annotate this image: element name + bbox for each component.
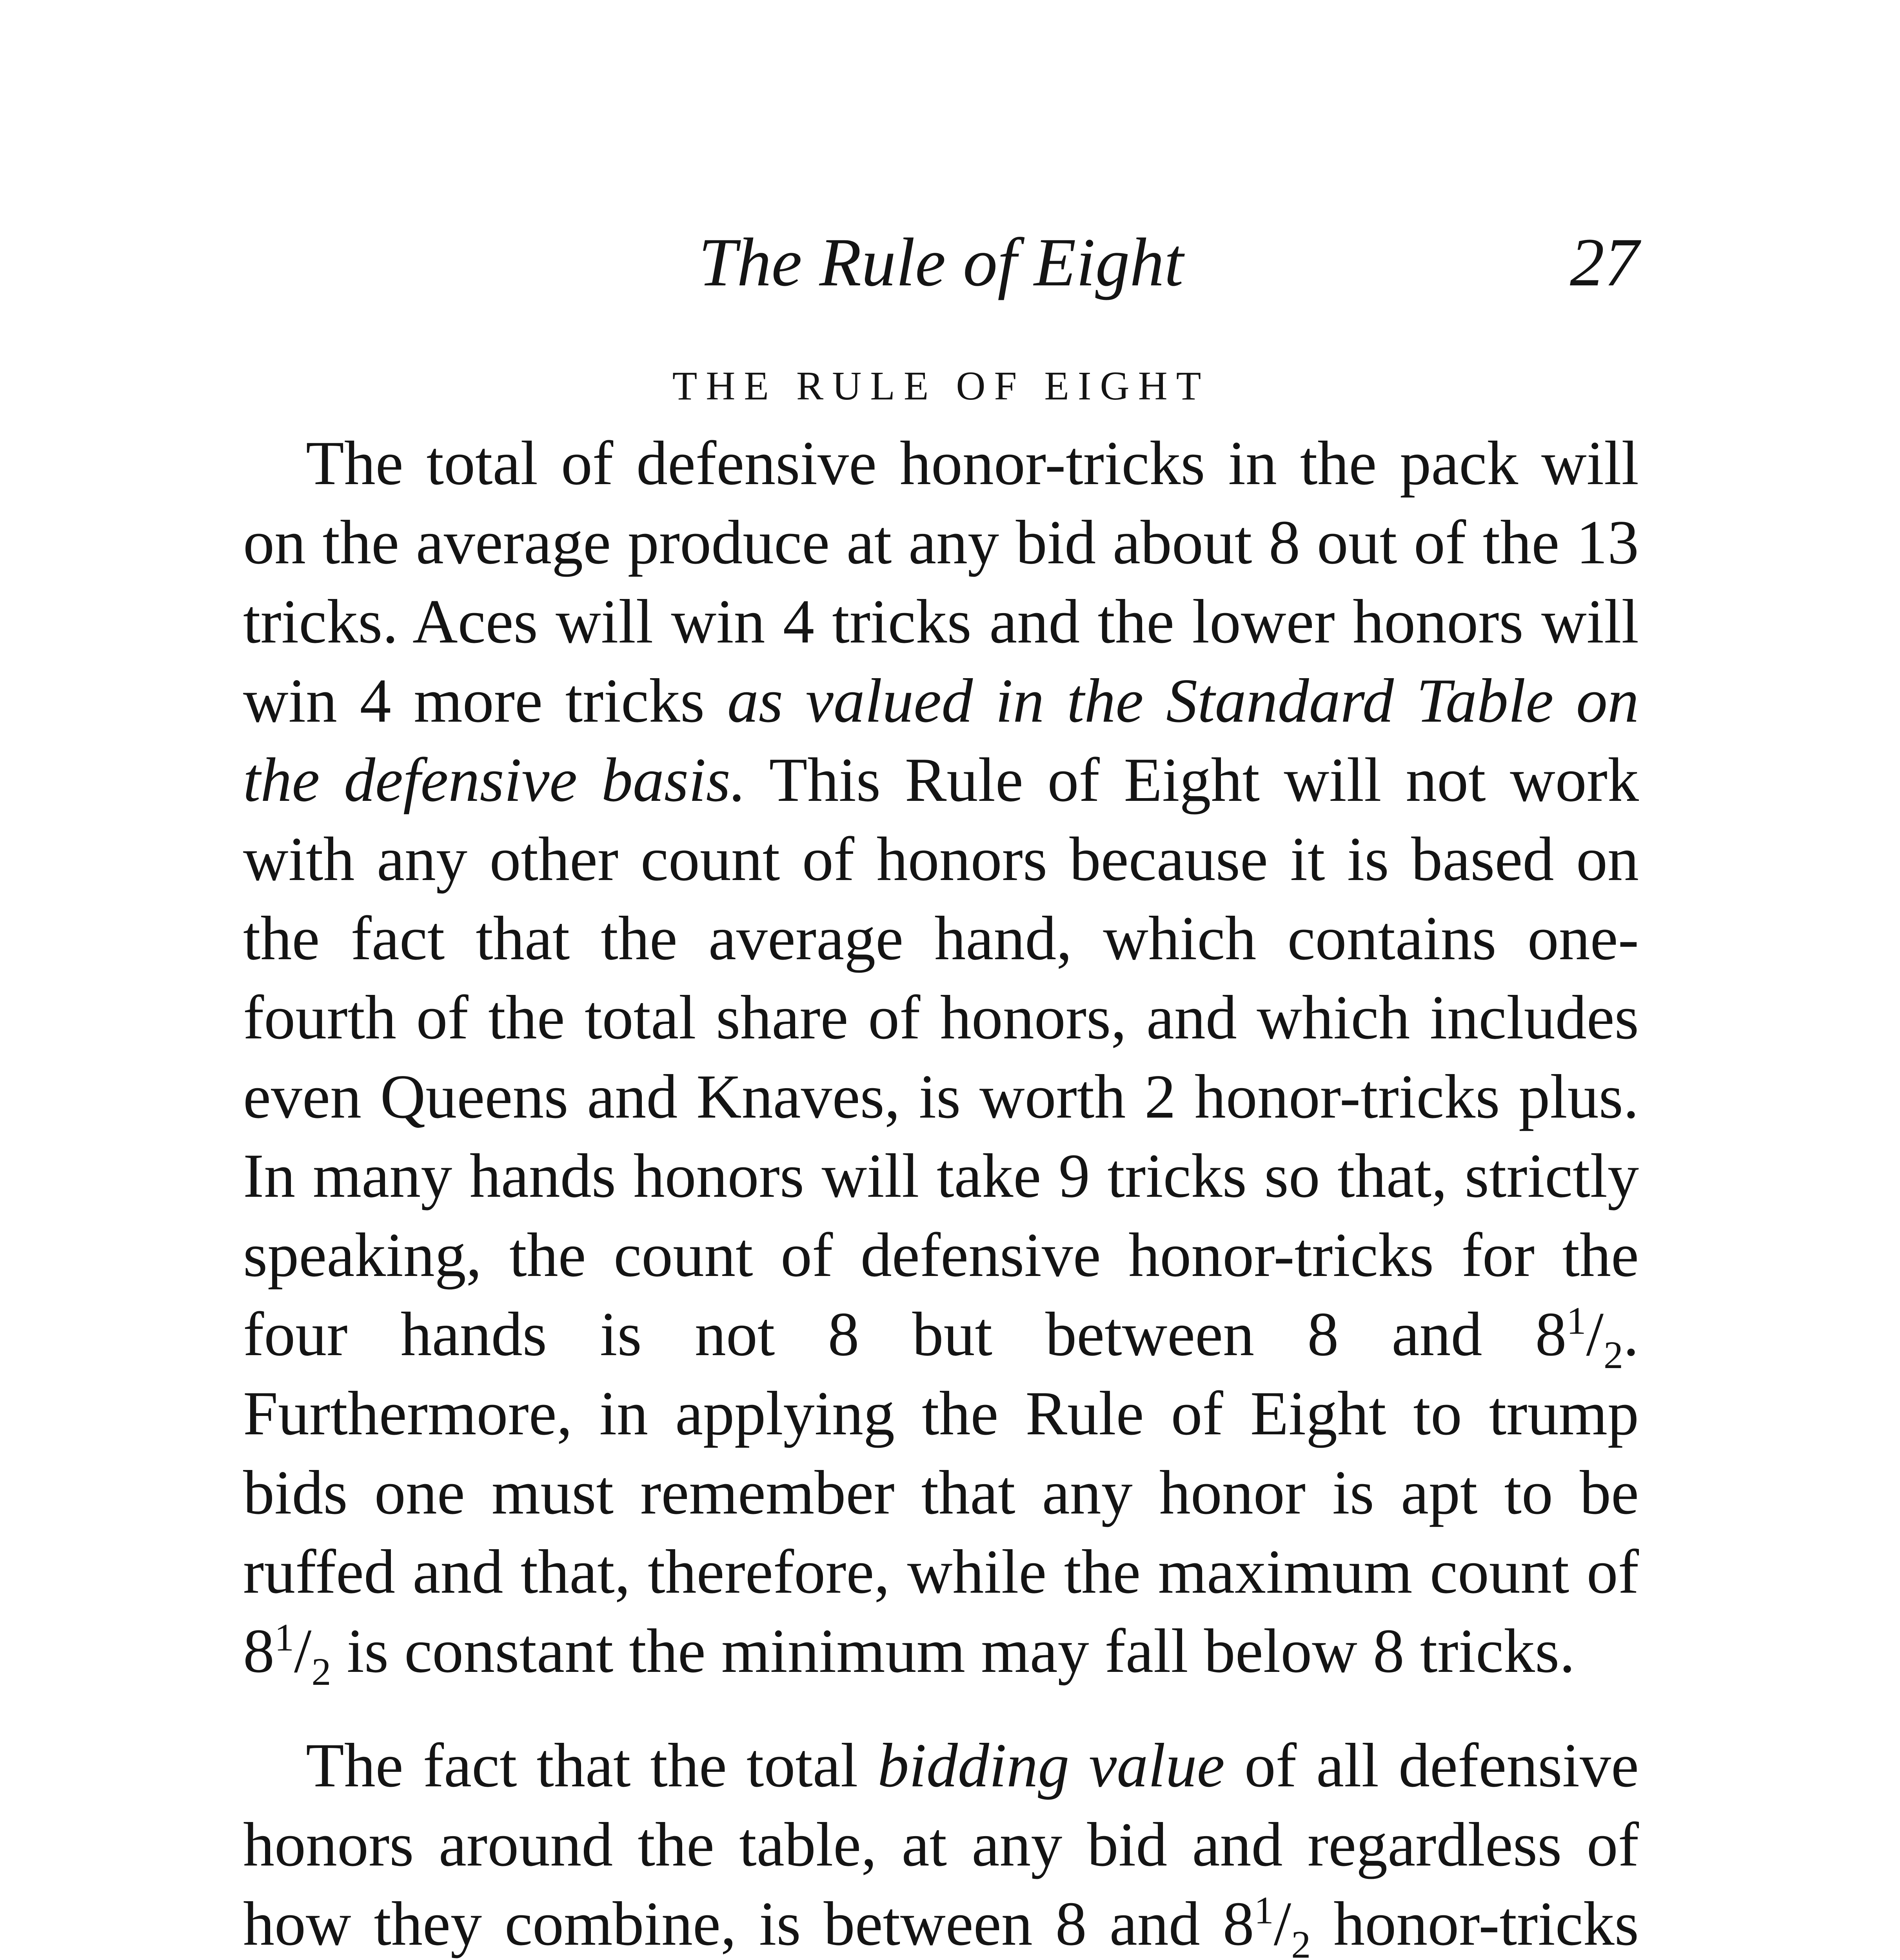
fraction: $8^1/_2$ [243, 1615, 331, 1693]
paragraph-text: is constant the minimum may fall below 8 tricks. [331, 1616, 1575, 1686]
body-text [243, 423, 1639, 1960]
fraction-whole: 8 [243, 1616, 274, 1686]
paragraph-rule-of-eight [243, 423, 1639, 1693]
paragraph-text: honor-tricks [1333, 1889, 1639, 1958]
fraction-numerator: 1 [274, 1615, 294, 1659]
fraction: $8^1/_2$ [1535, 1299, 1623, 1377]
fraction-numerator: 1 [1566, 1299, 1586, 1343]
section-heading: THE RULE OF EIGHT [672, 363, 1210, 408]
paragraph-text: The total of defensive honor-tricks in the pack will on the average produce at any bid about 8 out of the 13 tricks. Aces will win 4 tricks and the lower honors will win 4 more tricks [243, 428, 1639, 735]
fraction: $8^1/_2$ [1223, 1889, 1311, 1958]
fraction-whole: 8 [1222, 1889, 1254, 1958]
running-title: The Rule of Eight [698, 224, 1184, 301]
italic-phrase: bidding value [877, 1730, 1225, 1800]
fraction-denominator: 2 [311, 1650, 331, 1693]
paragraph-text: of all defensive honors around the table, at any bid and regardless of how they combine, is between 8 and [243, 1730, 1639, 1958]
running-header [243, 220, 1639, 306]
paragraph-bidding-value [243, 1726, 1639, 1960]
fraction-denominator: 2 [1291, 1923, 1311, 1960]
italic-phrase: as valued in the Standard Table on the defensive basis. [243, 666, 1639, 815]
paragraph-text: This Rule of Eight will not work with any other count of honors because it is based on the fact that the average hand, which contains one-fourth of the total share of honors, and which includes even Queens and Knaves, is worth 2 honor-tricks plus. In many hands honors will take 9 tricks so that, strictly speaking, the count of defensive honor-tricks for the four hands is not 8 but between 8 and [243, 745, 1639, 1369]
page-number: 27 [1570, 224, 1639, 301]
paragraph-text: The fact that the total [306, 1730, 878, 1800]
fraction-whole: 8 [1535, 1299, 1567, 1369]
fraction-numerator: 1 [1254, 1888, 1274, 1932]
fraction-denominator: 2 [1604, 1333, 1623, 1377]
paragraph-text: . Furthermore, in applying the Rule of Eight to trump bids one must remember that any honor is apt to be ruffed and that, therefore, while the maximum count of [243, 1299, 1639, 1606]
